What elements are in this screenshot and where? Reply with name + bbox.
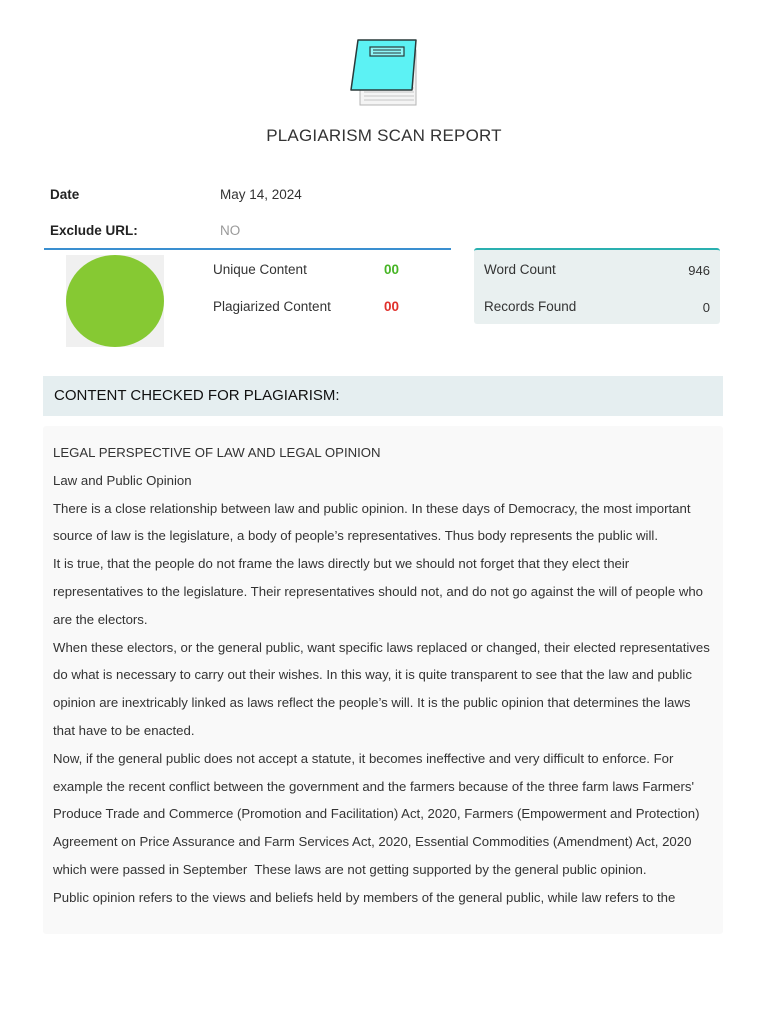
word-count-label: Word Count [484, 262, 556, 277]
exclude-url-value: NO [220, 223, 241, 238]
content-paragraph: Public opinion refers to the views and beliefs held by members of the general public, while law refers to the [53, 889, 676, 905]
report-notepad-icon [348, 38, 420, 108]
records-found-label: Records Found [484, 299, 577, 314]
content-paragraph: Now, if the general public does not accept a statute, it becomes ineffective and very difficult to enforce. For example the recent conflict between the government and the farmers because of the three farm laws Farmers' Produce Trade and Commerce (Promotion and Facilitation) Act, 2020, Farmers (Empowerment and Protection) Agreement on Price Assurance and Farm Services Act, 2020, Essential Commodities (Amendment) Act, 2020 which were passed in September These laws are not getting supported by the general public opinion. [53, 750, 703, 877]
exclude-url-label: Exclude URL: [50, 223, 138, 238]
date-label: Date [50, 187, 80, 202]
unique-content-value: 00 [384, 262, 400, 277]
unique-content-pie-chart [66, 255, 164, 347]
pie-slice-unique [66, 255, 164, 347]
content-subheading: Law and Public Opinion [53, 472, 192, 488]
plagiarized-content-value: 00 [384, 299, 400, 314]
scan-summary-box [474, 248, 720, 324]
report-title: PLAGIARISM SCAN REPORT [266, 126, 502, 145]
content-checked-header: CONTENT CHECKED FOR PLAGIARISM: [43, 376, 723, 416]
date-value: May 14, 2024 [220, 187, 302, 202]
content-paragraph: When these electors, or the general public, want specific laws replaced or changed, their elected representatives do what is necessary to carry out their wishes. In this way, it is quite transparent to see that the law and public opinion are inextricably linked as laws reflect the people’s will. It is the public opinion that determines the laws that have to be enacted. [53, 639, 714, 738]
content-paragraph: There is a close relationship between law and public opinion. In these days of Democracy, the most important source of law is the legislature, a body of people’s representatives. Thus body represents the public will. [53, 500, 695, 544]
checked-content-body [43, 426, 723, 934]
plagiarized-content-label: Plagiarized Content [213, 299, 331, 314]
unique-content-label: Unique Content [213, 262, 307, 277]
content-heading: LEGAL PERSPECTIVE OF LAW AND LEGAL OPINION [53, 445, 381, 460]
records-found-value: 0 [702, 300, 710, 315]
summary-divider [44, 248, 451, 250]
word-count-value: 946 [688, 263, 710, 278]
content-paragraph: It is true, that the people do not frame the laws directly but we should not forget that they elect their representatives to the legislature. Their representatives should not, and do not go against the will of people who are the electors. [53, 556, 707, 627]
